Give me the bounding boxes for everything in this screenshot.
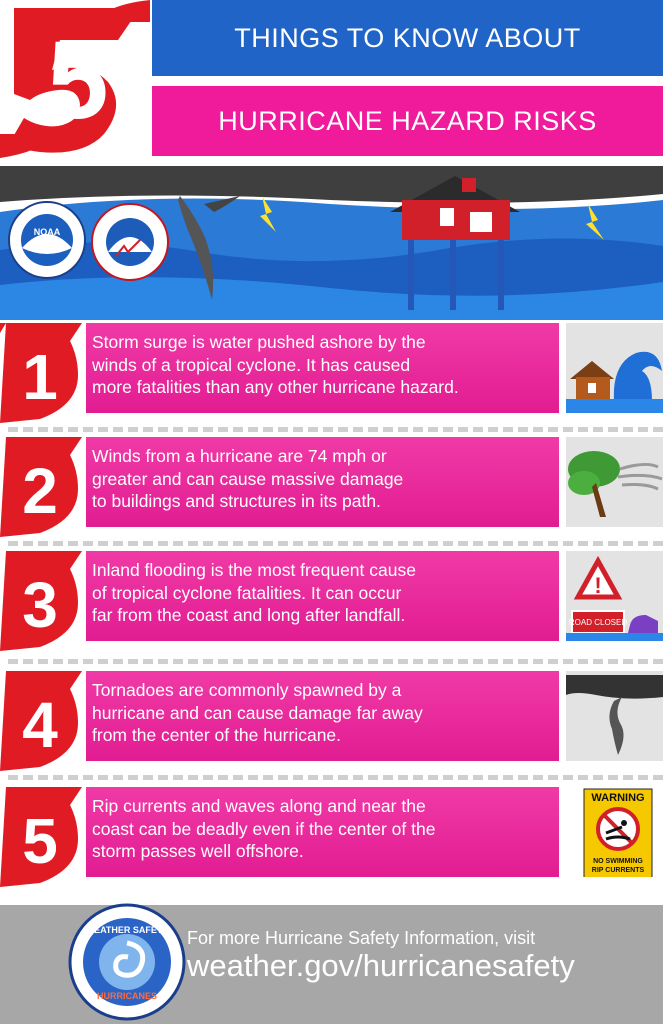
channel-5-logo-icon [0, 0, 150, 158]
svg-text:2: 2 [22, 455, 58, 527]
hazard-text-line: Inland flooding is the most frequent cause [92, 560, 416, 580]
svg-text:ROAD CLOSED: ROAD CLOSED [568, 618, 628, 627]
road-closed-icon [566, 551, 663, 641]
svg-text:NO SWIMMING: NO SWIMMING [593, 858, 643, 865]
nws-seal-icon [92, 204, 168, 280]
list-item [0, 437, 663, 537]
hazard-text [86, 323, 559, 413]
svg-text:NOAA: NOAA [33, 227, 61, 237]
storm-surge-icon [566, 323, 663, 413]
svg-text:WEATHER SAFETY: WEATHER SAFETY [85, 925, 169, 935]
list-item [0, 551, 663, 651]
number-5-logo-icon [0, 787, 82, 887]
divider [8, 775, 663, 780]
list-item [0, 323, 663, 423]
divider [8, 427, 663, 432]
noaa-seal-icon [9, 202, 85, 278]
wind-tree-icon [566, 437, 663, 527]
tornado-icon [566, 671, 663, 761]
title-line-2: HURRICANE HAZARD RISKS [152, 86, 663, 156]
hazard-text-line: coast can be deadly even if the center of the [92, 818, 436, 839]
hazard-text [86, 437, 559, 527]
hazard-text-line: greater and can cause massive damage [92, 468, 404, 489]
number-1-logo-icon [0, 323, 82, 423]
divider [8, 659, 663, 664]
hazard-text-line: Winds from a hurricane are 74 mph or [92, 446, 387, 466]
hurricane-scene [0, 160, 663, 320]
hazard-text [86, 787, 559, 877]
title-line-1: THINGS TO KNOW ABOUT [152, 0, 663, 76]
list-item [0, 671, 663, 771]
svg-text:WARNING: WARNING [591, 792, 645, 804]
svg-text:3: 3 [22, 569, 58, 641]
hazard-text-line: more fatalities than any other hurricane hazard. [92, 377, 459, 397]
hazard-text-line: Tornadoes are commonly spawned by a [92, 680, 402, 700]
hazard-text-line: Storm surge is water pushed ashore by the [92, 332, 426, 352]
list-item [0, 787, 663, 887]
number-4-logo-icon [0, 671, 82, 771]
hazard-text-line: storm passes well offshore. [92, 841, 304, 861]
svg-text:5: 5 [22, 805, 58, 877]
svg-text:5: 5 [47, 19, 109, 142]
hazard-text [86, 551, 559, 641]
hazard-text [86, 671, 559, 761]
number-2-logo-icon [0, 437, 82, 537]
hazard-text-line: to buildings and structures in its path. [92, 491, 381, 511]
footer-info-text: For more Hurricane Safety Information, visit [187, 928, 536, 948]
hazard-text-line: Rip currents and waves along and near the [92, 796, 426, 816]
hazard-text-line: from the center of the hurricane. [92, 725, 342, 745]
warning-sign-icon [566, 787, 663, 877]
number-3-logo-icon [0, 551, 82, 651]
hazard-text-line: of tropical cyclone fatalities. It can occur [92, 582, 402, 603]
svg-text:1: 1 [22, 341, 58, 413]
hazard-text-line: winds of a tropical cyclone. It has caused [92, 354, 411, 375]
divider [8, 541, 663, 546]
svg-text:RIP CURRENTS: RIP CURRENTS [591, 867, 645, 874]
weather-safety-seal-icon [68, 903, 186, 1021]
svg-text:4: 4 [22, 689, 58, 761]
footer-link[interactable]: weather.gov/hurricanesafety [187, 948, 575, 983]
hazard-text-line: far from the coast and long after landfall. [92, 605, 406, 625]
svg-text:HURRICANES: HURRICANES [96, 991, 158, 1001]
svg-text:!: ! [594, 573, 602, 598]
hazard-text-line: hurricane and can cause damage far away [92, 702, 423, 723]
